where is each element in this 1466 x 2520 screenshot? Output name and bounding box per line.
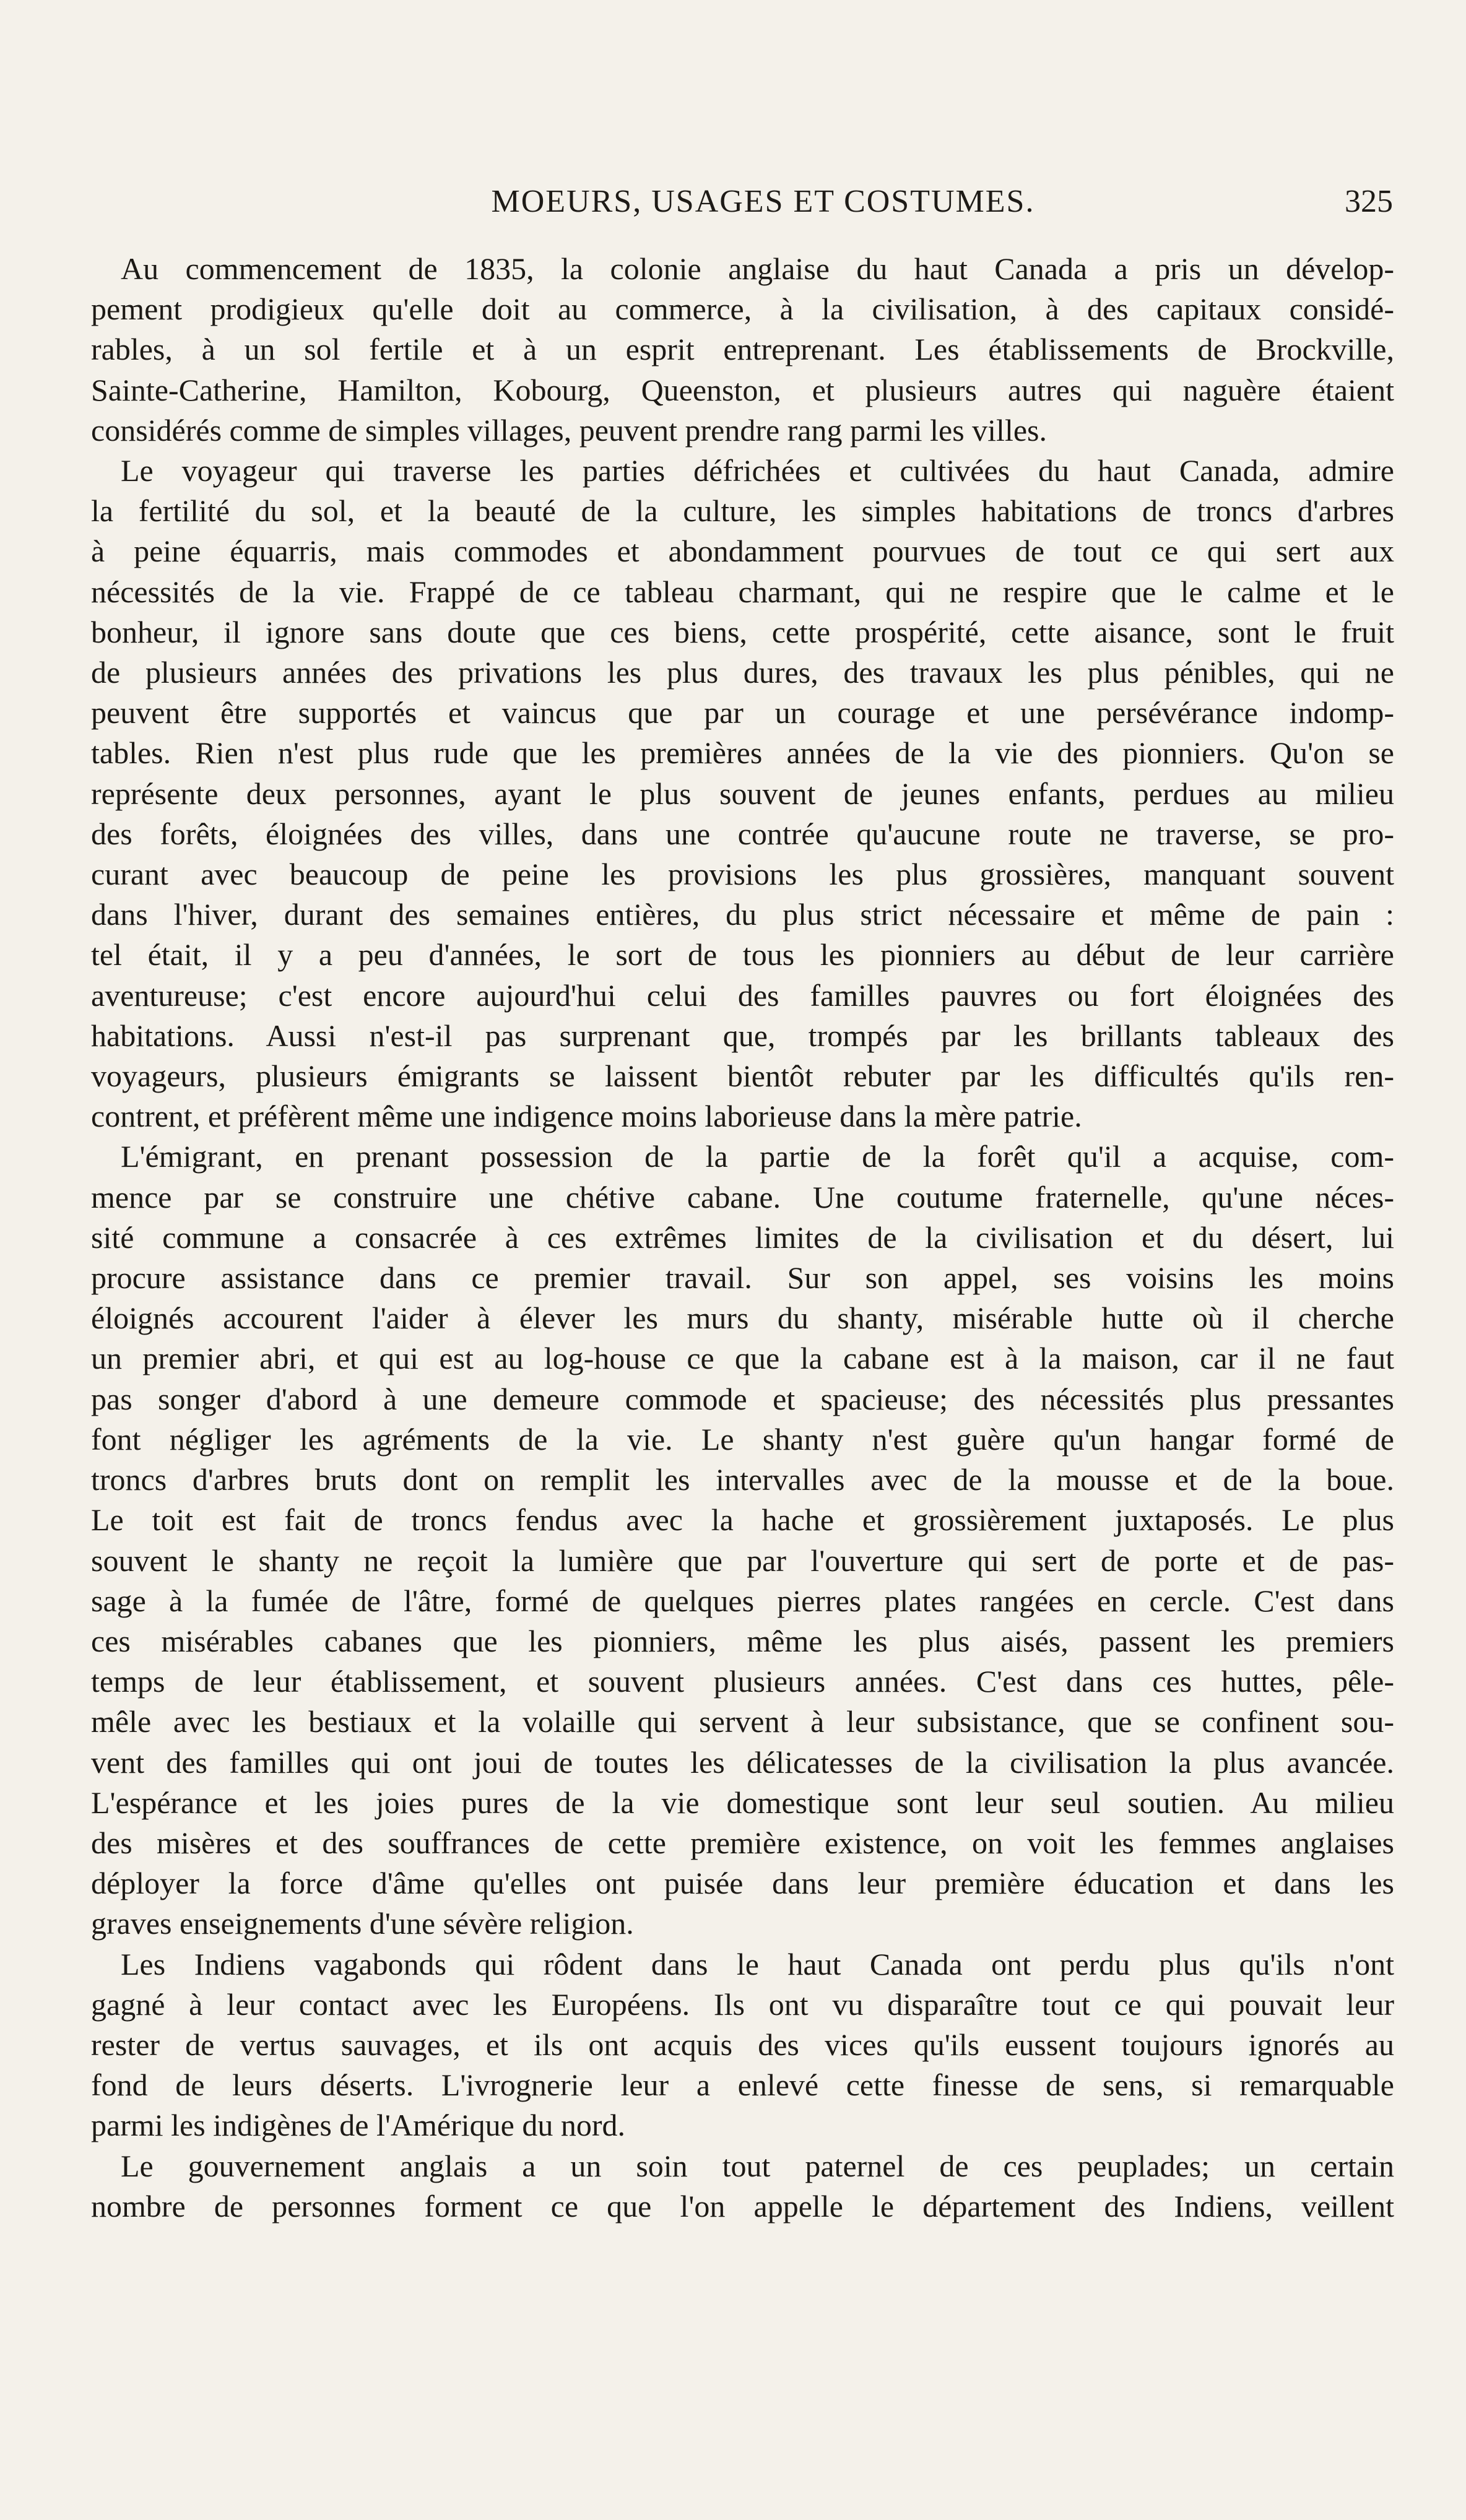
text-line: la fertilité du sol, et la beauté de la culture, les simples habitations de troncs d'arbres xyxy=(91,493,1394,529)
text-line: troncs d'arbres bruts dont on remplit les intervalles avec de la mousse et de la boue. xyxy=(91,1462,1394,1497)
text-line: Le toit est fait de troncs fendus avec la hache et grossièrement juxtaposés. Le plus xyxy=(91,1502,1394,1538)
text-line: Au commencement de 1835, la colonie anglaise du haut Canada a pris un dévelop- xyxy=(121,251,1394,286)
text-line: sité commune a consacrée à ces extrêmes limites de la civilisation et du désert, lui xyxy=(91,1219,1394,1255)
text-line: déployer la force d'âme qu'elles ont puisée dans leur première éducation et dans les xyxy=(91,1866,1394,1901)
text-line: mêle avec les bestiaux et la volaille qui servent à leur subsistance, que se confinent sou- xyxy=(91,1704,1394,1739)
text-line: font négliger les agréments de la vie. Le shanty n'est guère qu'un hangar formé de xyxy=(91,1421,1394,1457)
text-line: à peine équarris, mais commodes et abondamment pourvues de tout ce qui sert aux xyxy=(91,534,1394,569)
text-line: tables. Rien n'est plus rude que les premières années de la vie des pionniers. Qu'on se xyxy=(91,735,1394,771)
text-line: mence par se construire une chétive cabane. Une coutume fraternelle, qu'une néces- xyxy=(91,1179,1394,1215)
text-line: procure assistance dans ce premier travail. Sur son appel, ses voisins les moins xyxy=(91,1260,1394,1296)
text-line: vent des familles qui ont joui de toutes les délicatesses de la civilisation la plus avancée. xyxy=(91,1744,1394,1780)
text-line: graves enseignements d'une sévère religion. xyxy=(91,1906,634,1941)
text-line: souvent le shanty ne reçoit la lumière que par l'ouverture qui sert de porte et de pas- xyxy=(91,1543,1394,1578)
text-line: pas songer d'abord à une demeure commode et spacieuse; des nécessités plus pressantes xyxy=(91,1381,1394,1416)
page-header xyxy=(133,183,1393,233)
text-line: ces misérables cabanes que les pionniers, même les plus aisés, passent les premiers xyxy=(91,1623,1394,1658)
text-line: sage à la fumée de l'âtre, formé de quelques pierres plates rangées en cercle. C'est dans xyxy=(91,1583,1394,1618)
body-text xyxy=(91,249,1394,2227)
text-line: nécessités de la vie. Frappé de ce tableau charmant, qui ne respire que le calme et le xyxy=(91,574,1394,609)
text-line: des misères et des souffrances de cette première existence, on voit les femmes anglaises xyxy=(91,1825,1394,1860)
running-title: MOEURS, USAGES ET COSTUMES. xyxy=(491,184,1035,219)
paragraph-1 xyxy=(91,249,1394,451)
text-line: rables, à un sol fertile et à un esprit entreprenant. Les établissements de Brockville, xyxy=(91,332,1394,367)
text-line: représente deux personnes, ayant le plus souvent de jeunes enfants, perdues au milieu xyxy=(91,776,1394,811)
paragraph-4 xyxy=(91,1944,1394,2146)
text-line: de plusieurs années des privations les plus dures, des travaux les plus pénibles, qui ne xyxy=(91,655,1394,690)
text-line: Les Indiens vagabonds qui rôdent dans le haut Canada ont perdu plus qu'ils n'ont xyxy=(121,1946,1394,1981)
text-line: temps de leur établissement, et souvent plusieurs années. C'est dans ces huttes, pêle- xyxy=(91,1664,1394,1699)
text-line: éloignés accourent l'aider à élever les murs du shanty, misérable hutte où il cherche xyxy=(91,1301,1394,1336)
text-line: L'émigrant, en prenant possession de la partie de la forêt qu'il a acquise, com- xyxy=(121,1139,1394,1174)
text-line: habitations. Aussi n'est-il pas surprenant que, trompés par les brillants tableaux des xyxy=(91,1018,1394,1053)
text-line: Le voyageur qui traverse les parties défrichées et cultivées du haut Canada, admire xyxy=(121,453,1394,488)
text-line: gagné à leur contact avec les Européens. Ils ont vu disparaître tout ce qui pouvait leur xyxy=(91,1986,1394,2022)
text-line: des forêts, éloignées des villes, dans une contrée qu'aucune route ne traverse, se pro- xyxy=(91,816,1394,851)
text-line: tel était, il y a peu d'années, le sort de tous les pionniers au début de leur carrière xyxy=(91,937,1394,972)
text-line: aventureuse; c'est encore aujourd'hui celui des familles pauvres ou fort éloignées des xyxy=(91,977,1394,1013)
text-line: considérés comme de simples villages, peuvent prendre rang parmi les villes. xyxy=(91,412,1047,448)
text-line: bonheur, il ignore sans doute que ces biens, cette prospérité, cette aisance, sont le fruit xyxy=(91,614,1394,649)
text-line: pement prodigieux qu'elle doit au commerce, à la civilisation, à des capitaux considé- xyxy=(91,292,1394,327)
text-line: parmi les indigènes de l'Amérique du nord. xyxy=(91,2108,625,2143)
text-line: rester de vertus sauvages, et ils ont acquis des vices qu'ils eussent toujours ignorés au xyxy=(91,2027,1394,2062)
text-line: fond de leurs déserts. L'ivrognerie leur a enlevé cette finesse de sens, si remarquable xyxy=(91,2068,1394,2103)
page-number: 325 xyxy=(1345,184,1393,219)
text-line: dans l'hiver, durant des semaines entières, du plus strict nécessaire et même de pain : xyxy=(91,897,1394,932)
text-line: nombre de personnes forment ce que l'on appelle le département des Indiens, veillent xyxy=(91,2188,1394,2223)
text-line: un premier abri, et qui est au log-house ce que la cabane est à la maison, car il ne faut xyxy=(91,1341,1394,1376)
paragraph-2 xyxy=(91,451,1394,1137)
text-line: Sainte-Catherine, Hamilton, Kobourg, Queenston, et plusieurs autres qui naguère étaient xyxy=(91,372,1394,407)
paragraph-3 xyxy=(91,1137,1394,1944)
text-line: curant avec beaucoup de peine les provisions les plus grossières, manquant souvent xyxy=(91,857,1394,892)
text-line: contrent, et préfèrent même une indigence moins laborieuse dans la mère patrie. xyxy=(91,1099,1082,1134)
text-line: L'espérance et les joies pures de la vie domestique sont leur seul soutien. Au milieu xyxy=(91,1785,1394,1820)
text-line: Le gouvernement anglais a un soin tout paternel de ces peuplades; un certain xyxy=(121,2148,1394,2183)
paragraph-5 xyxy=(91,2146,1394,2227)
text-line: peuvent être supportés et vaincus que par un courage et une persévérance indomp- xyxy=(91,695,1394,730)
text-line: voyageurs, plusieurs émigrants se laissent bientôt rebuter par les difficultés qu'ils ren- xyxy=(91,1059,1394,1094)
